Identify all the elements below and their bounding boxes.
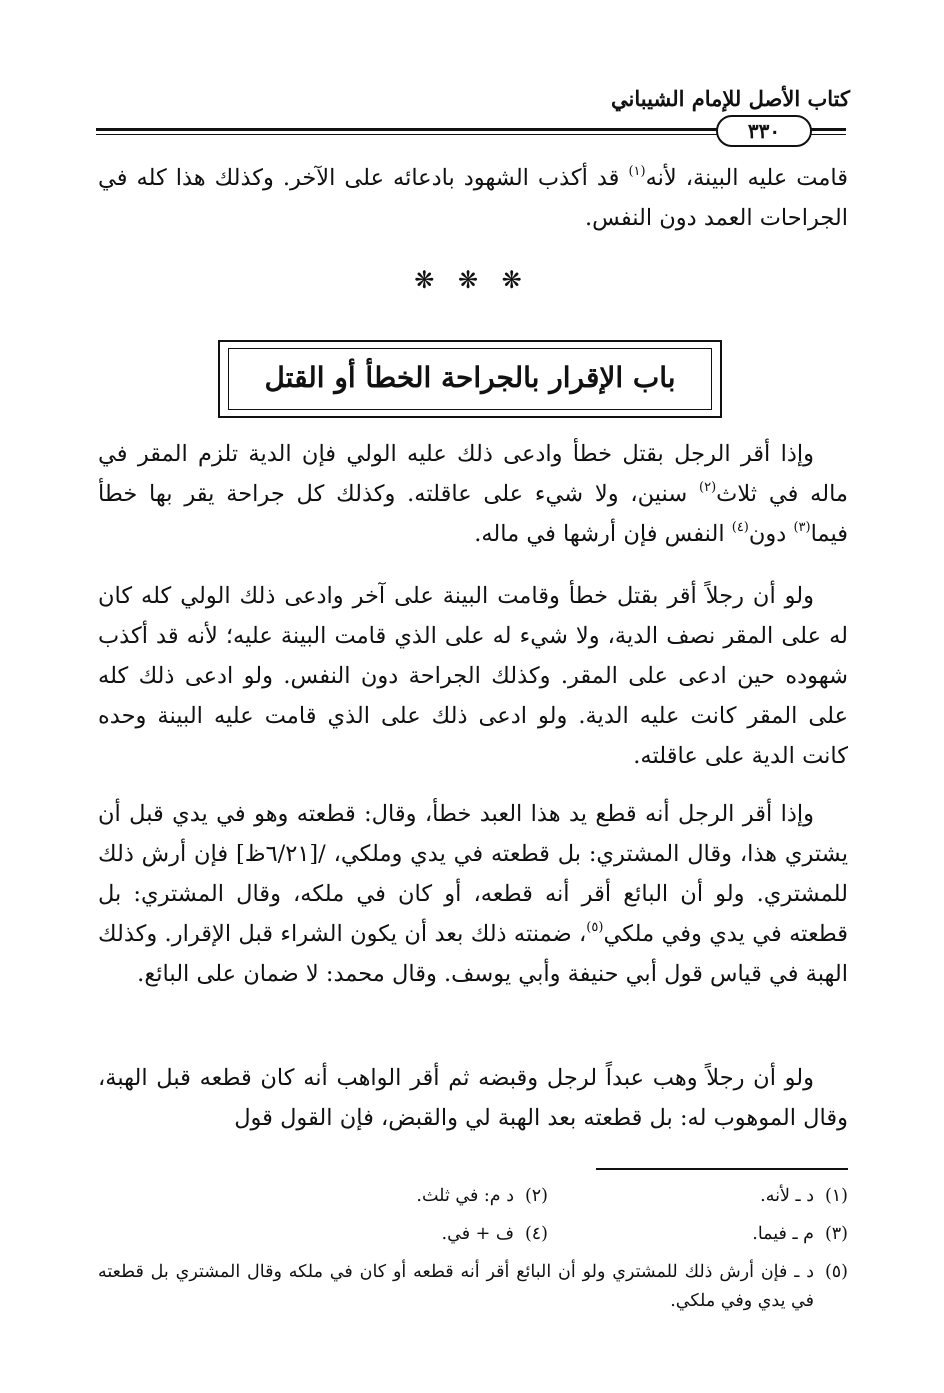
footnote-ref-4: (٤) [731, 520, 749, 535]
footnote-4 [442, 1220, 548, 1249]
footnote-3 [752, 1220, 848, 1249]
paragraph-1-text-d: النفس فإن أرشها في ماله. [474, 521, 732, 547]
footnote-2-number: (٢) [524, 1186, 548, 1206]
footnote-1 [760, 1182, 848, 1211]
footnote-5-number: (٥) [824, 1262, 848, 1282]
footnote-ref-2: (٢) [699, 480, 717, 495]
footnote-2-text: د م: في ثلث. [416, 1186, 514, 1206]
footnote-5-text: د ـ فإن أرش ذلك للمشتري ولو أن البائع أقر أنه قطعه أو كان في ملكه وقال المشتري بل قطعته في يدي وفي ملكي. [98, 1262, 814, 1311]
intro-text-before-note: قامت عليه البينة، لأنه [645, 165, 848, 191]
footnote-2 [416, 1182, 548, 1211]
footnote-3-text: م ـ فيما. [752, 1224, 814, 1244]
paragraph-3-text-b: ، ضمنته ذلك بعد أن يكون الشراء قبل الإقرار. وكذلك الهبة في قياس قول أبي حنيفة وأبي يوسف. وقال محمد: لا ضمان على البائع. [98, 921, 848, 987]
chapter-title: باب الإقرار بالجراحة الخطأ أو القتل [264, 361, 676, 394]
paragraph-1-text-c: دون [748, 521, 794, 547]
footnote-ref-3: (٣) [793, 520, 811, 535]
page-number: ٣٣٠ [716, 115, 812, 147]
footnote-4-text: ف + في. [441, 1224, 514, 1244]
footnote-5 [98, 1258, 848, 1316]
section-separator-ornament: ❋ ❋ ❋ [414, 266, 530, 294]
paragraph-3-text-a: وإذا أقر الرجل أنه قطع يد هذا العبد خطأ، وقال: قطعته وهو في يدي قبل أن يشتري هذا، وقال المشتري: بل قطعته في يدي وملكي، /[٦/٢١ظ] فإن أرش ذلك للمشتري. ولو أن البائع أقر أنه قطعه، أو كان في ملكه، وقال المشتري: بل قطعته في يدي وفي ملكي [98, 801, 849, 947]
paragraph-1-text-a: وإذا أقر الرجل بقتل خطأ وادعى ذلك عليه الولي فإن الدية تلزم المقر في ماله في ثلاث [98, 441, 848, 507]
footnote-ref-5: (٥) [586, 920, 604, 935]
footnote-separator-rule [596, 1168, 848, 1170]
footnote-3-number: (٣) [824, 1224, 848, 1244]
running-header-title: كتاب الأصل للإمام الشيباني [611, 86, 850, 111]
paragraph-3 [98, 794, 848, 994]
paragraph-4: ولو أن رجلاً وهب عبداً لرجل وقبضه ثم أقر الواهب أنه كان قطعه قبل الهبة، وقال الموهوب له: بل قطعته بعد الهبة لي والقبض، فإن القول قول [98, 1065, 848, 1131]
paragraph-2: ولو أن رجلاً أقر بقتل خطأ وقامت البينة على آخر وادعى ذلك الولي كله كان له على المقر نصف الدية، ولا شيء له على الذي قامت البينة عليه؛ لأنه قد أكذب شهوده حين ادعى على المقر. وكذلك الجراحة دون النفس. ولو ادعى ذلك كله على المقر كانت عليه الدية. ولو ادعى ذلك على الذي قامت عليه البينة وحده كانت الدية على عاقلته. [98, 583, 848, 769]
footnote-4-number: (٤) [524, 1224, 548, 1244]
paragraph-1-text-b: سنين، ولا شيء على عاقلته. وكذلك كل جراحة يقر بها خطأ فيما [98, 481, 848, 547]
footnote-ref-1: (١) [628, 164, 646, 179]
footnote-1-number: (١) [824, 1186, 848, 1206]
intro-paragraph [98, 158, 848, 238]
intro-text-after-note: قد أكذب الشهود بادعائه على الآخر. وكذلك هذا كله في الجراحات العمد دون النفس. [98, 165, 848, 231]
paragraph-1 [98, 434, 848, 554]
footnote-1-text: د ـ لأنه. [760, 1186, 814, 1206]
